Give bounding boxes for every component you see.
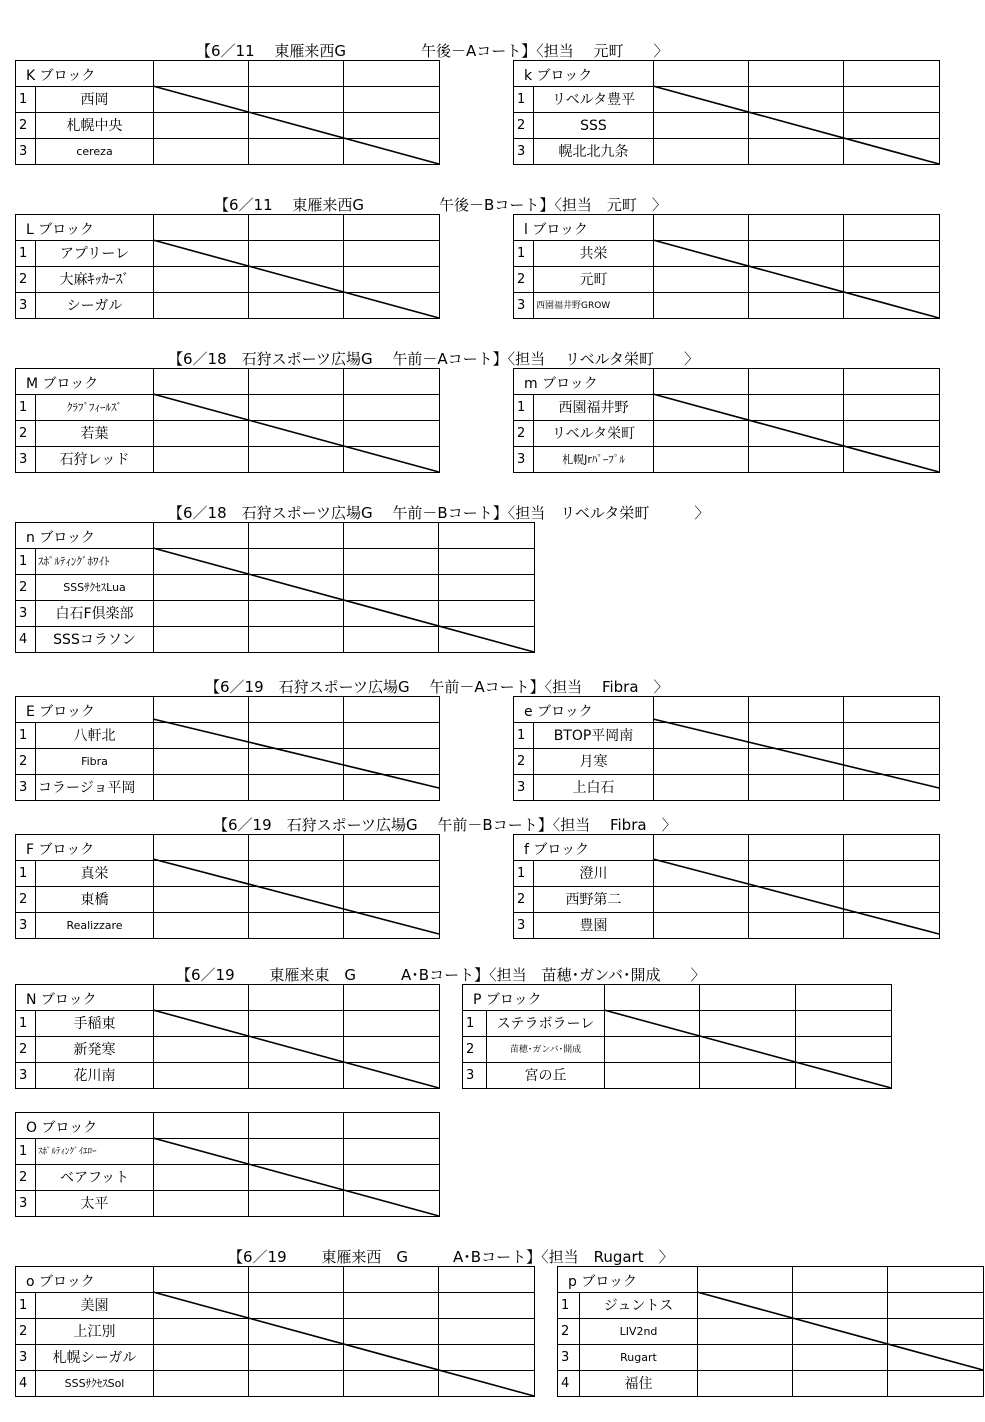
team-name: ｽﾎﾟﾙﾃｨﾝｸﾞﾎﾜｲﾄ (36, 549, 154, 575)
block-table-F (15, 834, 440, 939)
team-name: コラージョ平岡 (36, 775, 154, 801)
team-name: SSSｻｸｾｽLua (36, 575, 154, 601)
team-name: 東橋 (36, 887, 154, 913)
team-number: 2 (514, 421, 534, 447)
team-number: 3 (16, 913, 36, 939)
block-title: L ブロック (16, 215, 154, 241)
block-title: M ブロック (16, 369, 154, 395)
schedule-header-6-19-nishi: 【6／19 東雁来西 G A･Bコート】〈担当 Rugart 〉 (228, 1248, 674, 1266)
team-number: 3 (514, 139, 534, 165)
team-name: SSSｻｸｾｽSol (36, 1371, 154, 1397)
team-name: 手稲東 (36, 1011, 154, 1037)
block-table-L (15, 214, 440, 319)
team-name: 西園福井野GROW (534, 293, 654, 319)
team-name: 西岡 (36, 87, 154, 113)
team-name: 新発寒 (36, 1037, 154, 1063)
team-number: 2 (16, 421, 36, 447)
block-table-M (15, 368, 440, 473)
block-title: P ブロック (463, 985, 605, 1011)
team-number: 3 (16, 775, 36, 801)
team-name: アプリーレ (36, 241, 154, 267)
schedule-header-6-19-b: 【6／19 石狩スポーツ広場G 午前－Bコート】〈担当 Fibra 〉 (213, 816, 677, 834)
team-number: 3 (16, 601, 36, 627)
team-number: 2 (16, 887, 36, 913)
block-table-m (513, 368, 940, 473)
block-title: K ブロック (16, 61, 154, 87)
team-name: Rugart (580, 1345, 698, 1371)
team-number: 4 (16, 1371, 36, 1397)
team-number: 4 (16, 627, 36, 653)
block-table-p (557, 1266, 984, 1397)
schedule-header-6-19-higashi: 【6／19 東雁来東 G A･Bコート】〈担当 苗穂･ガンバ･開成 〉 (176, 966, 706, 984)
schedule-header-6-11-b: 【6／11 東雁来西G 午後－Bコート】〈担当 元町 〉 (214, 196, 667, 214)
team-name: ステラボラーレ (487, 1011, 605, 1037)
team-name: 大麻ｷｯｶｰｽﾞ (36, 267, 154, 293)
block-table-o (15, 1266, 535, 1397)
team-name: BTOP平岡南 (534, 723, 654, 749)
team-number: 1 (514, 395, 534, 421)
team-number: 1 (463, 1011, 487, 1037)
team-number: 3 (16, 1063, 36, 1089)
team-number: 3 (16, 1345, 36, 1371)
team-name: シーガル (36, 293, 154, 319)
team-number: 2 (16, 267, 36, 293)
team-name: ｸﾗﾌﾞﾌｨｰﾙｽﾞ (36, 395, 154, 421)
team-name: 上江別 (36, 1319, 154, 1345)
team-name: 白石F倶楽部 (36, 601, 154, 627)
team-number: 1 (16, 1011, 36, 1037)
team-name: 札幌Jrﾊﾟｰﾌﾟﾙ (534, 447, 654, 473)
team-number: 2 (514, 749, 534, 775)
team-number: 1 (514, 723, 534, 749)
team-number: 1 (514, 861, 534, 887)
team-name: 澄川 (534, 861, 654, 887)
block-title: O ブロック (16, 1113, 154, 1139)
block-table-k (513, 60, 940, 165)
team-name: ｽﾎﾟﾙﾃｨﾝｸﾞｲｴﾛｰ (36, 1139, 154, 1165)
team-name: リベルタ豊平 (534, 87, 654, 113)
team-name: 若葉 (36, 421, 154, 447)
team-number: 1 (514, 87, 534, 113)
block-title: E ブロック (16, 697, 154, 723)
block-table-O (15, 1112, 440, 1217)
team-number: 2 (16, 113, 36, 139)
team-name: SSSコラソン (36, 627, 154, 653)
team-number: 2 (558, 1319, 580, 1345)
team-name: 福住 (580, 1371, 698, 1397)
team-number: 2 (463, 1037, 487, 1063)
team-number: 3 (514, 913, 534, 939)
block-title: l ブロック (514, 215, 654, 241)
team-name: 苗穂･ガンバ･開成 (487, 1037, 605, 1063)
block-title: F ブロック (16, 835, 154, 861)
team-name: 宮の丘 (487, 1063, 605, 1089)
block-title: n ブロック (16, 523, 154, 549)
block-table-K (15, 60, 440, 165)
block-title: e ブロック (514, 697, 654, 723)
block-table-E (15, 696, 440, 801)
team-number: 2 (514, 113, 534, 139)
team-name: 石狩レッド (36, 447, 154, 473)
team-name: 真栄 (36, 861, 154, 887)
team-number: 1 (16, 549, 36, 575)
team-number: 1 (16, 1293, 36, 1319)
team-name: 八軒北 (36, 723, 154, 749)
team-name: 美園 (36, 1293, 154, 1319)
team-number: 3 (16, 1191, 36, 1217)
team-name: SSS (534, 113, 654, 139)
team-number: 1 (16, 241, 36, 267)
team-number: 2 (16, 1037, 36, 1063)
team-name: 月寒 (534, 749, 654, 775)
block-table-P (462, 984, 892, 1089)
team-number: 1 (514, 241, 534, 267)
team-name: リベルタ栄町 (534, 421, 654, 447)
team-number: 3 (514, 775, 534, 801)
team-number: 2 (514, 267, 534, 293)
team-name: Realizzare (36, 913, 154, 939)
team-number: 3 (16, 139, 36, 165)
team-number: 2 (16, 749, 36, 775)
team-name: 太平 (36, 1191, 154, 1217)
team-number: 4 (558, 1371, 580, 1397)
schedule-header-6-19-a: 【6／19 石狩スポーツ広場G 午前－Aコート】〈担当 Fibra 〉 (205, 678, 669, 696)
team-name: ベアフット (36, 1165, 154, 1191)
team-name: 札幌中央 (36, 113, 154, 139)
team-number: 1 (16, 1139, 36, 1165)
team-number: 1 (16, 723, 36, 749)
team-number: 3 (16, 447, 36, 473)
team-name: 元町 (534, 267, 654, 293)
team-number: 2 (514, 887, 534, 913)
block-title: f ブロック (514, 835, 654, 861)
schedule-header-6-18-a: 【6／18 石狩スポーツ広場G 午前－Aコート】〈担当 リベルタ栄町 〉 (168, 350, 700, 368)
team-name: 西野第二 (534, 887, 654, 913)
team-number: 2 (16, 1319, 36, 1345)
team-number: 1 (16, 87, 36, 113)
team-number: 2 (16, 1165, 36, 1191)
block-table-l (513, 214, 940, 319)
team-number: 1 (16, 861, 36, 887)
block-title: k ブロック (514, 61, 654, 87)
team-number: 3 (514, 293, 534, 319)
team-number: 3 (463, 1063, 487, 1089)
block-table-e (513, 696, 940, 801)
team-name: Fibra (36, 749, 154, 775)
team-number: 3 (16, 293, 36, 319)
schedule-header-6-18-b: 【6／18 石狩スポーツ広場G 午前－Bコート】〈担当 リベルタ栄町 〉 (168, 504, 710, 522)
team-name: 幌北北九条 (534, 139, 654, 165)
schedule-header-6-11-a: 【6／11 東雁来西G 午後－Aコート】〈担当 元町 〉 (196, 42, 669, 60)
team-name: cereza (36, 139, 154, 165)
team-name: 花川南 (36, 1063, 154, 1089)
team-number: 1 (16, 395, 36, 421)
team-name: 札幌シーガル (36, 1345, 154, 1371)
block-title: N ブロック (16, 985, 154, 1011)
block-table-f (513, 834, 940, 939)
team-number: 3 (558, 1345, 580, 1371)
team-number: 2 (16, 575, 36, 601)
block-table-N (15, 984, 440, 1089)
team-name: ジュントス (580, 1293, 698, 1319)
block-title: p ブロック (558, 1267, 698, 1293)
team-number: 1 (558, 1293, 580, 1319)
team-name: 西園福井野 (534, 395, 654, 421)
team-number: 3 (514, 447, 534, 473)
block-title: o ブロック (16, 1267, 154, 1293)
block-title: m ブロック (514, 369, 654, 395)
team-name: 上白石 (534, 775, 654, 801)
block-table-n (15, 522, 535, 653)
team-name: 共栄 (534, 241, 654, 267)
team-name: 豊園 (534, 913, 654, 939)
team-name: LIV2nd (580, 1319, 698, 1345)
